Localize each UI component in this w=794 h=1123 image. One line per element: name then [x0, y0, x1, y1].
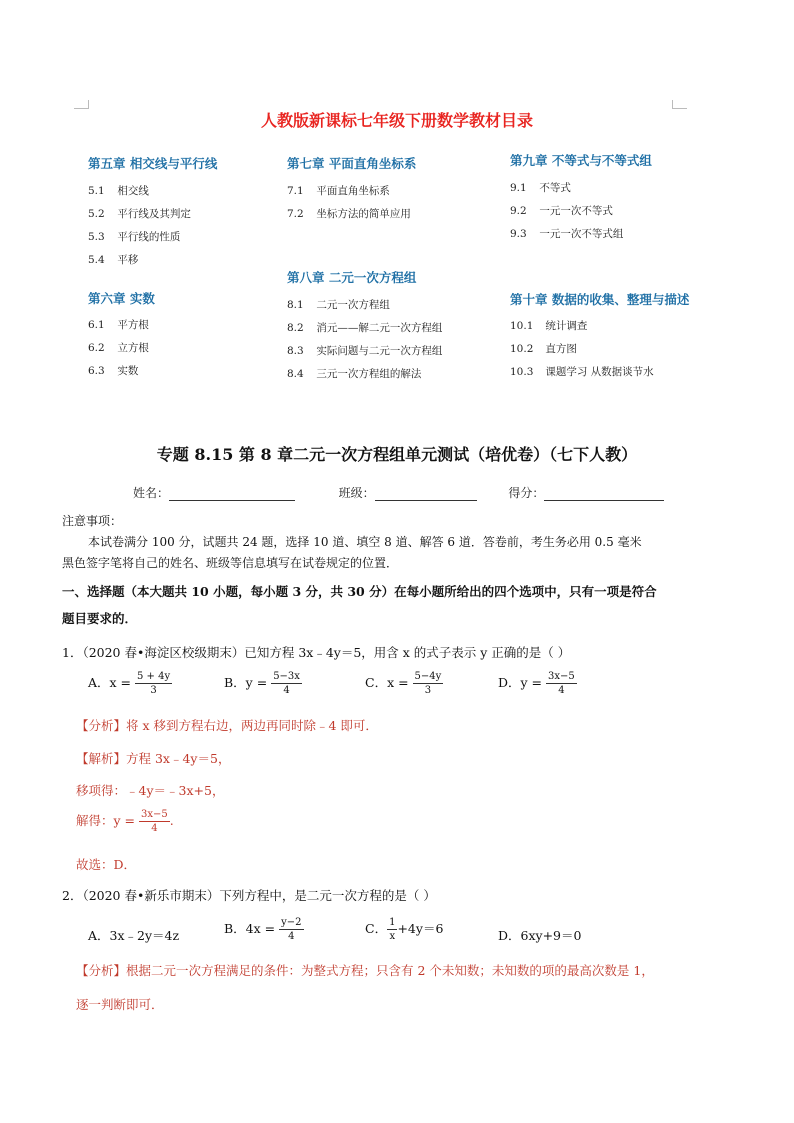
q1-analysis: 【分析】将 x 移到方程右边，两边再同时除﹣4 即可．	[76, 718, 378, 733]
name-field[interactable]	[169, 488, 295, 501]
toc-item: 10.2 直方图	[510, 343, 577, 355]
toc-item: 5.2 平行线及其判定	[88, 208, 191, 220]
toc-item: 9.3 一元一次不等式组	[510, 228, 624, 240]
toc-item: 7.2 坐标方法的简单应用	[287, 208, 411, 220]
toc-item: 7.1 平面直角坐标系	[287, 185, 390, 197]
q1-option-c[interactable]: C．x = $\frac{5-4y}{3}$	[365, 671, 442, 696]
chapter-8-title: 第八章 二元一次方程组	[287, 270, 417, 285]
notes-line-2: 黑色签字笔将自己的姓名、班级等信息填写在试卷规定的位置．	[62, 556, 399, 570]
toc-item: 9.1 不等式	[510, 182, 571, 194]
toc-item: 9.2 一元一次不等式	[510, 205, 613, 217]
section-1-heading: 一、选择题（本大题共 10 小题，每小题 3 分，共 30 分）在每小题所给出的四个选项中，只有一项是符合	[62, 584, 657, 599]
q1-option-a[interactable]: A．x = $\frac{5 + 4y}{3}$	[88, 671, 171, 696]
toc-title: 人教版新课标七年级下册数学教材目录	[260, 111, 533, 130]
chapter-9-title: 第九章 不等式与不等式组	[510, 153, 652, 168]
q2-option-d[interactable]: D．6xy+9＝0	[498, 928, 582, 943]
toc-item: 8.3 实际问题与二元一次方程组	[287, 345, 443, 357]
q2-option-a[interactable]: A．3x﹣2y＝4z	[88, 928, 180, 943]
toc-item: 8.1 二元一次方程组	[287, 299, 390, 311]
toc-item: 10.1 统计调查	[510, 320, 588, 332]
toc-item: 5.4 平移	[88, 254, 139, 266]
toc-item: 6.1 平方根	[88, 319, 149, 331]
q2-analysis-cont: 逐一判断即可．	[76, 997, 164, 1012]
notes-title: 注意事项：	[62, 514, 123, 528]
section-1-heading-cont: 题目要求的．	[62, 611, 138, 626]
q1-option-d[interactable]: D．y = $\frac{3x-5}{4}$	[498, 671, 575, 696]
toc-item: 8.2 消元——解二元一次方程组	[287, 322, 443, 334]
q1-option-b[interactable]: B．y = $\frac{5-3x}{4}$	[224, 671, 300, 696]
question-1-stem: 1．（2020 春•海淀区校级期末）已知方程 3x﹣4y＝5，用含 x 的式子表示 y 正确的是（ ）	[62, 645, 571, 660]
chapter-10-title: 第十章 数据的收集、整理与描述	[510, 292, 690, 307]
exam-title: 专题 8.15 第 8 章二元一次方程组单元测试（培优卷）（七下人教）	[156, 445, 638, 464]
chapter-7-title: 第七章 平面直角坐标系	[287, 156, 417, 171]
notes-line-1: 本试卷满分 100 分，试题共 24 题，选择 10 道、填空 8 道、解答 6 道．答卷前，考生务必用 0.5 毫米	[88, 535, 642, 549]
toc-item: 5.1 相交线	[88, 185, 149, 197]
toc-item: 5.3 平行线的性质	[88, 231, 181, 243]
toc-item: 6.3 实数	[88, 365, 139, 377]
toc-item: 6.2 立方根	[88, 342, 149, 354]
name-label: 姓名：	[133, 486, 170, 500]
q2-analysis: 【分析】根据二元一次方程满足的条件：为整式方程；只含有 2 个未知数；未知数的项的最高次数是 1，	[76, 963, 654, 978]
student-info-fields	[133, 484, 664, 501]
q1-solution: 【解析】方程 3x﹣4y＝5，	[76, 751, 231, 766]
q2-option-b[interactable]: B．4x = $\frac{y-2}{4}$	[224, 917, 302, 942]
score-field[interactable]	[544, 488, 664, 501]
score-label: 得分：	[508, 486, 545, 500]
toc-item: 8.4 三元一次方程组的解法	[287, 368, 422, 380]
toc-item: 10.3 课题学习 从数据谈节水	[510, 366, 654, 378]
q2-option-c[interactable]: C． $\frac{1}{x}$ +4y＝6	[365, 917, 444, 942]
class-label: 班级：	[338, 486, 375, 500]
q1-step-2: 解得：y = $\frac{3x-5}{4}$ .	[76, 809, 174, 834]
chapter-6-title: 第六章 实数	[88, 291, 155, 306]
class-field[interactable]	[375, 488, 477, 501]
question-2-stem: 2．（2020 春•新乐市期末）下列方程中，是二元一次方程的是（ ）	[62, 888, 436, 903]
chapter-5-title: 第五章 相交线与平行线	[88, 156, 218, 171]
q1-answer: 故选：D．	[76, 857, 137, 872]
q1-step-1: 移项得：﹣4y＝﹣3x+5，	[76, 783, 225, 798]
